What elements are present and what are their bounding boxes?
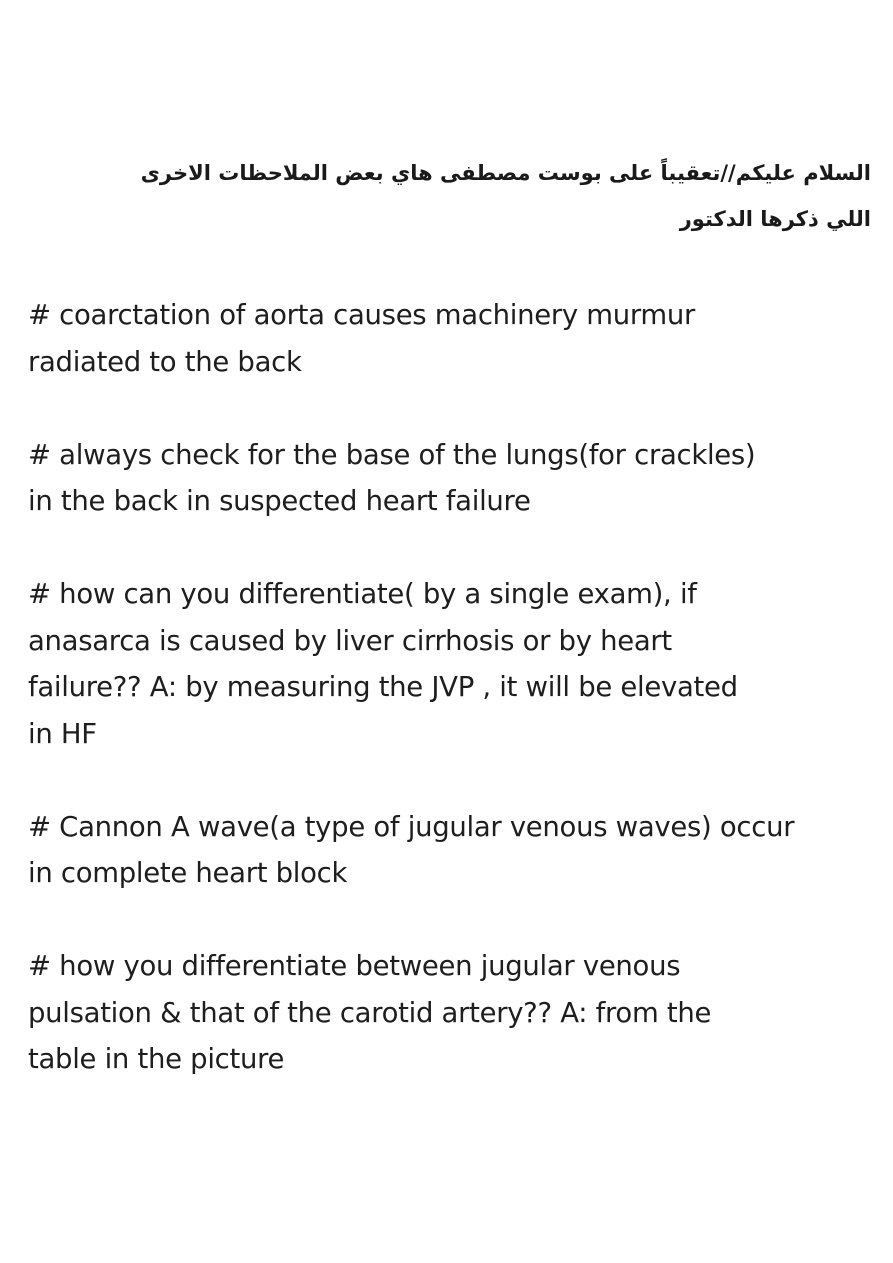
note-line: radiated to the back — [28, 345, 302, 378]
notes-list — [28, 292, 868, 1129]
note-line: in the back in suspected heart failure — [28, 485, 531, 517]
note-coarctation — [28, 292, 868, 385]
note-line: # always check for the base of the lungs(for crackles) — [28, 438, 756, 471]
arabic-header-line-2: اللي ذكرها الدكتور — [679, 207, 871, 231]
note-line: in HF — [28, 717, 97, 750]
arabic-header-line-1: السلام عليكم//تعقيباً على بوست مصطفى هاي بعض الملاحظات الاخرى — [140, 161, 871, 185]
note-line: pulsation & that of the carotid artery?? A: from the — [28, 996, 712, 1029]
note-line: # coarctation of aorta causes machinery murmur — [28, 299, 696, 331]
note-line: in complete heart block — [28, 857, 348, 889]
note-anasarca — [28, 571, 868, 757]
note-line: anasarca is caused by liver cirrhosis or by heart — [28, 624, 672, 657]
note-lung-base — [28, 432, 868, 525]
note-line: failure?? A: by measuring the JVP , it will be elevated — [28, 671, 738, 703]
note-line: table in the picture — [28, 1043, 285, 1075]
note-line: # Cannon A wave(a type of jugular venous waves) occur — [28, 810, 795, 843]
note-line: # how can you differentiate( by a single exam), if — [28, 578, 697, 610]
note-cannon-a-wave — [28, 804, 868, 897]
note-line: # how you differentiate between jugular venous — [28, 950, 681, 982]
note-jvp-vs-carotid — [28, 943, 868, 1083]
arabic-header — [21, 150, 871, 242]
